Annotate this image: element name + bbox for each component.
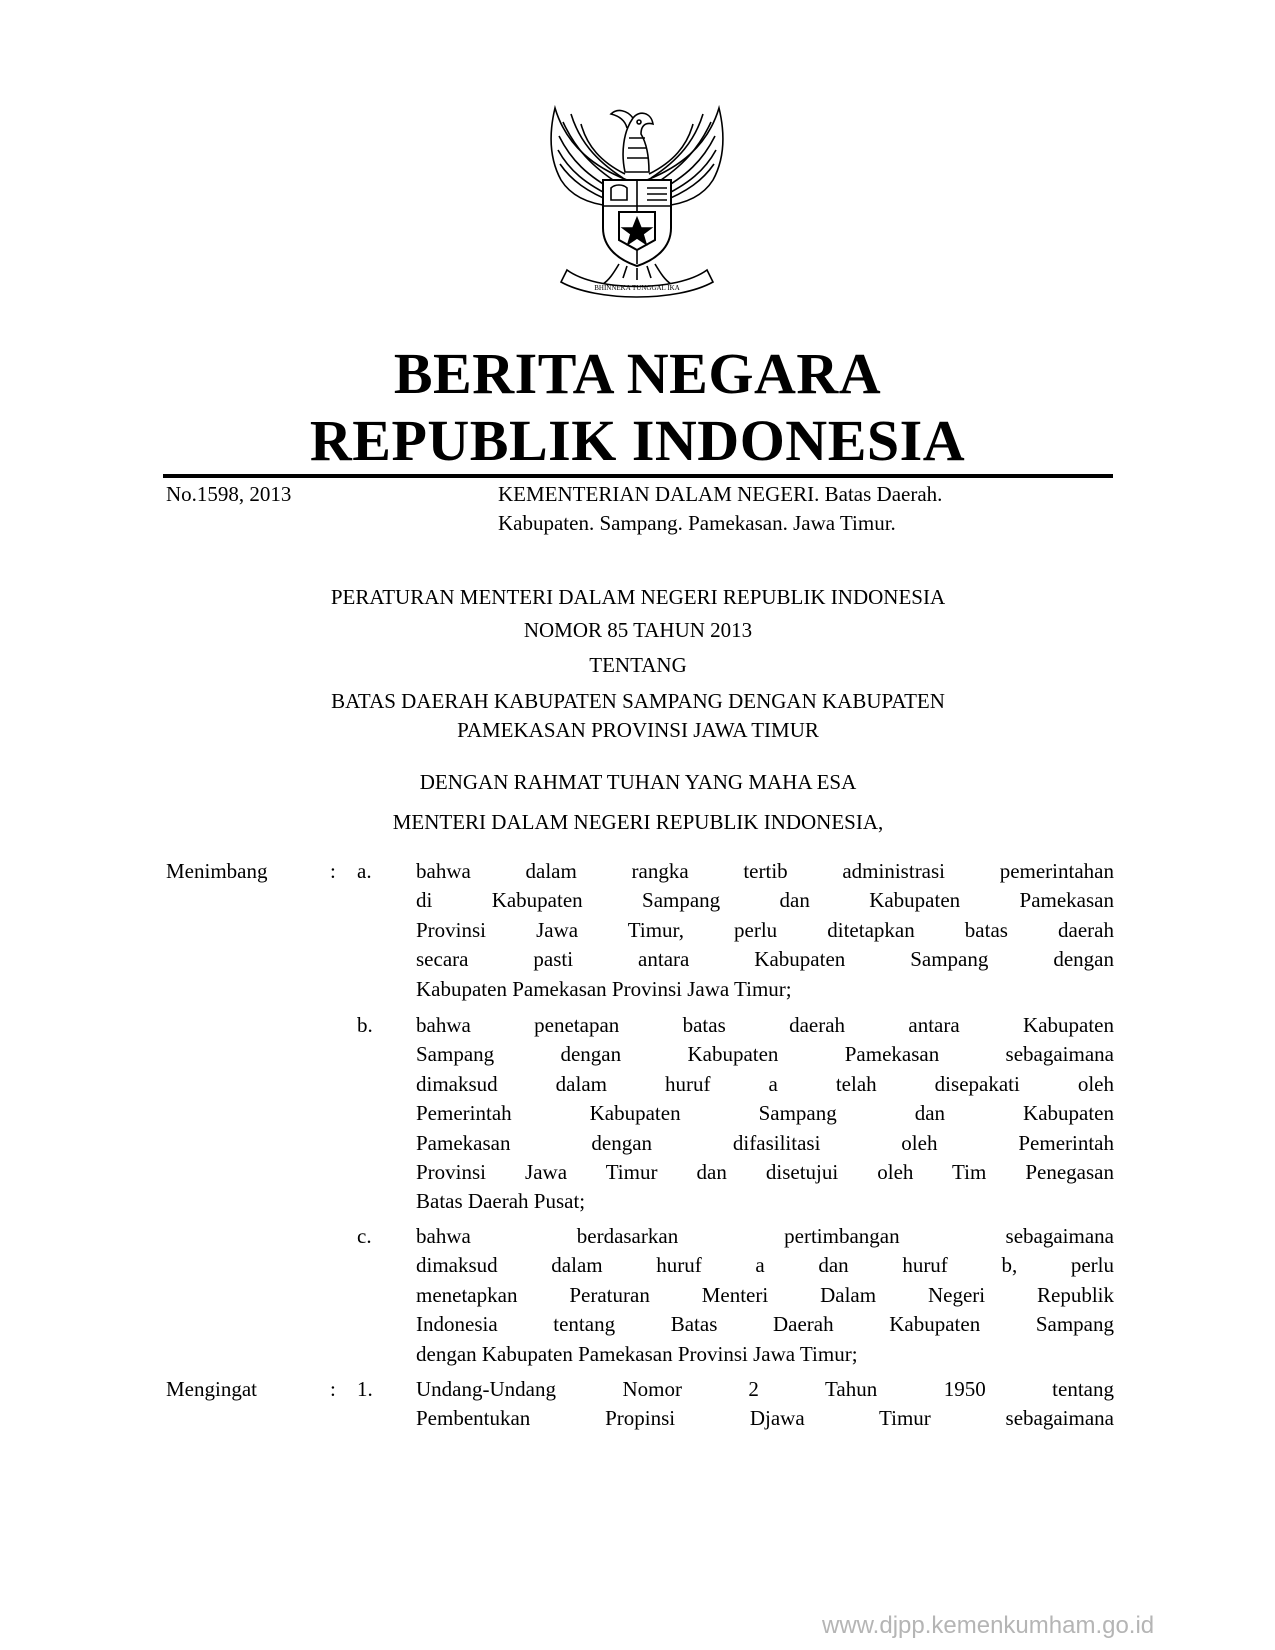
text-line: Provinsi Jawa Timur, perlu ditetapkan batas daerah bbox=[416, 917, 1114, 942]
menimbang-marker-c: c. bbox=[357, 1224, 372, 1248]
regulation-invocation: DENGAN RAHMAT TUHAN YANG MAHA ESA bbox=[419, 770, 857, 794]
menimbang-marker-a: a. bbox=[357, 859, 372, 883]
mengingat-label: Mengingat bbox=[166, 1377, 257, 1401]
menimbang-item-c bbox=[416, 1222, 1114, 1369]
gazette-topic-line-2: Kabupaten. Sampang. Pamekasan. Jawa Timur. bbox=[498, 511, 896, 535]
gazette-topic bbox=[498, 480, 1114, 538]
text-line: menetapkan Peraturan Menteri Dalam Negeri Republik bbox=[416, 1282, 1114, 1307]
text-line: di Kabupaten Sampang dan Kabupaten Pamekasan bbox=[416, 888, 1114, 913]
text-line: Pemerintah Kabupaten Sampang dan Kabupaten bbox=[416, 1101, 1114, 1126]
regulation-subject-line-2: PAMEKASAN PROVINSI JAWA TIMUR bbox=[457, 718, 819, 742]
emblem-motto: BHINNEKA TUNGGAL IKA bbox=[594, 284, 680, 292]
regulation-number: NOMOR 85 TAHUN 2013 bbox=[523, 618, 753, 642]
text-line: bahwa berdasarkan pertimbangan sebagaimana bbox=[416, 1224, 1114, 1248]
text-line: Indonesia tentang Batas Daerah Kabupaten Sampang bbox=[416, 1312, 1114, 1337]
text-line: Pembentukan Propinsi Djawa Timur sebagaimana bbox=[416, 1406, 1114, 1431]
text-line: dimaksud dalam huruf a dan huruf b, perlu bbox=[416, 1253, 1114, 1278]
text-line: Batas Daerah Pusat; bbox=[416, 1189, 586, 1214]
mengingat-marker-1: 1. bbox=[357, 1377, 373, 1401]
menimbang-item-a bbox=[416, 857, 1114, 1004]
regulation-title: PERATURAN MENTERI DALAM NEGERI REPUBLIK INDONESIA bbox=[330, 585, 946, 609]
menimbang-label: Menimbang bbox=[166, 859, 268, 883]
garuda-pancasila-emblem bbox=[527, 88, 747, 298]
text-line: Pamekasan dengan difasilitasi oleh Pemerintah bbox=[416, 1130, 1114, 1155]
source-watermark: www.djpp.kemenkumham.go.id bbox=[822, 1612, 1155, 1639]
text-line: dimaksud dalam huruf a telah disepakati oleh bbox=[416, 1071, 1114, 1096]
text-line: dengan Kabupaten Pamekasan Provinsi Jawa Timur; bbox=[416, 1341, 858, 1366]
regulation-authority: MENTERI DALAM NEGERI REPUBLIK INDONESIA, bbox=[392, 810, 884, 834]
text-line: secara pasti antara Kabupaten Sampang dengan bbox=[416, 947, 1114, 972]
text-line: Sampang dengan Kabupaten Pamekasan sebagaimana bbox=[416, 1042, 1114, 1067]
menimbang-item-b bbox=[416, 1011, 1114, 1217]
text-line: bahwa dalam rangka tertib administrasi pemerintahan bbox=[416, 859, 1114, 883]
menimbang-marker-b: b. bbox=[357, 1013, 373, 1037]
text-line: bahwa penetapan batas daerah antara Kabupaten bbox=[416, 1013, 1114, 1037]
regulation-subject-line-1: BATAS DAERAH KABUPATEN SAMPANG DENGAN KABUPATEN bbox=[331, 689, 945, 713]
masthead-line-2: REPUBLIK INDONESIA bbox=[309, 408, 966, 473]
menimbang-colon: : bbox=[330, 859, 336, 883]
gazette-topic-line-1: KEMENTERIAN DALAM NEGERI. Batas Daerah. bbox=[498, 482, 943, 506]
gazette-number: No.1598, 2013 bbox=[166, 482, 292, 506]
text-line: Kabupaten Pamekasan Provinsi Jawa Timur; bbox=[416, 976, 792, 1001]
mengingat-item-1 bbox=[416, 1375, 1114, 1434]
mengingat-colon: : bbox=[330, 1377, 336, 1401]
text-line: Provinsi Jawa Timur dan disetujui oleh Tim Penegasan bbox=[416, 1159, 1114, 1184]
regulation-about: TENTANG bbox=[589, 653, 687, 677]
masthead-divider bbox=[163, 474, 1113, 478]
masthead-line-1: BERITA NEGARA bbox=[393, 341, 882, 406]
text-line: Undang-Undang Nomor 2 Tahun 1950 tentang bbox=[416, 1377, 1114, 1401]
